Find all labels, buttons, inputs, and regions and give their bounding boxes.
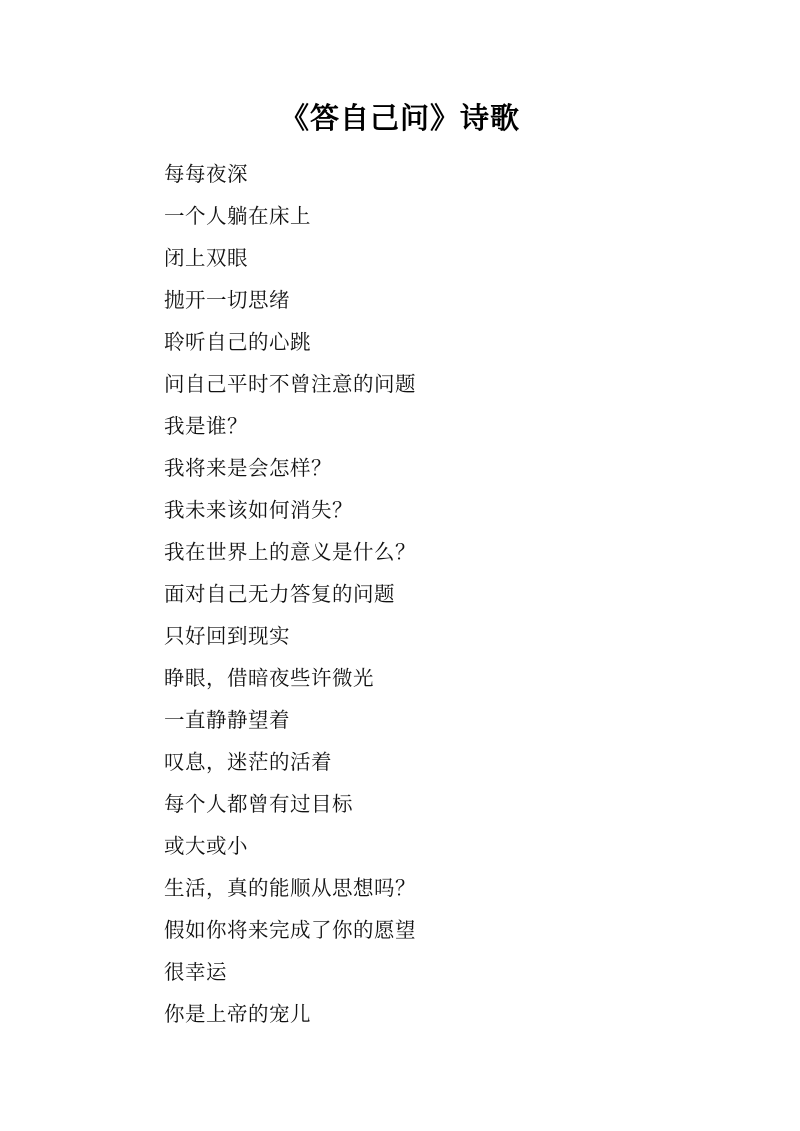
- poem-line: 问自己平时不曾注意的问题: [164, 372, 416, 396]
- poem-line: 假如你将来完成了你的愿望: [164, 918, 416, 942]
- poem-line: 聆听自己的心跳: [164, 330, 311, 354]
- poem-line: 每每夜深: [164, 162, 248, 186]
- poem-line: 睁眼，借暗夜些许微光: [164, 666, 374, 690]
- poem-line: 只好回到现实: [164, 624, 290, 648]
- poem-line: 我是谁？: [164, 414, 248, 438]
- poem-line: 我将来是会怎样？: [164, 456, 332, 480]
- poem-line: 我未来该如何消失？: [164, 498, 353, 522]
- poem-title: 《答自己问》诗歌: [279, 101, 520, 135]
- poem-line: 每个人都曾有过目标: [164, 792, 353, 816]
- poem-line: 一直静静望着: [164, 708, 290, 732]
- poem-line: 叹息，迷茫的活着: [164, 750, 332, 774]
- poem-line: 面对自己无力答复的问题: [164, 582, 395, 606]
- poem-line: 很幸运: [164, 960, 227, 984]
- poem-line: 生活，真的能顺从思想吗？: [164, 876, 416, 900]
- poem-line: 或大或小: [164, 834, 248, 858]
- poem-line: 我在世界上的意义是什么？: [164, 540, 416, 564]
- poem-line: 你是上帝的宠儿: [164, 1002, 311, 1026]
- poem-line: 一个人躺在床上: [164, 204, 311, 228]
- poem-line: 抛开一切思绪: [164, 288, 290, 312]
- poem-line: 闭上双眼: [164, 246, 248, 270]
- poem-body: [164, 153, 724, 1035]
